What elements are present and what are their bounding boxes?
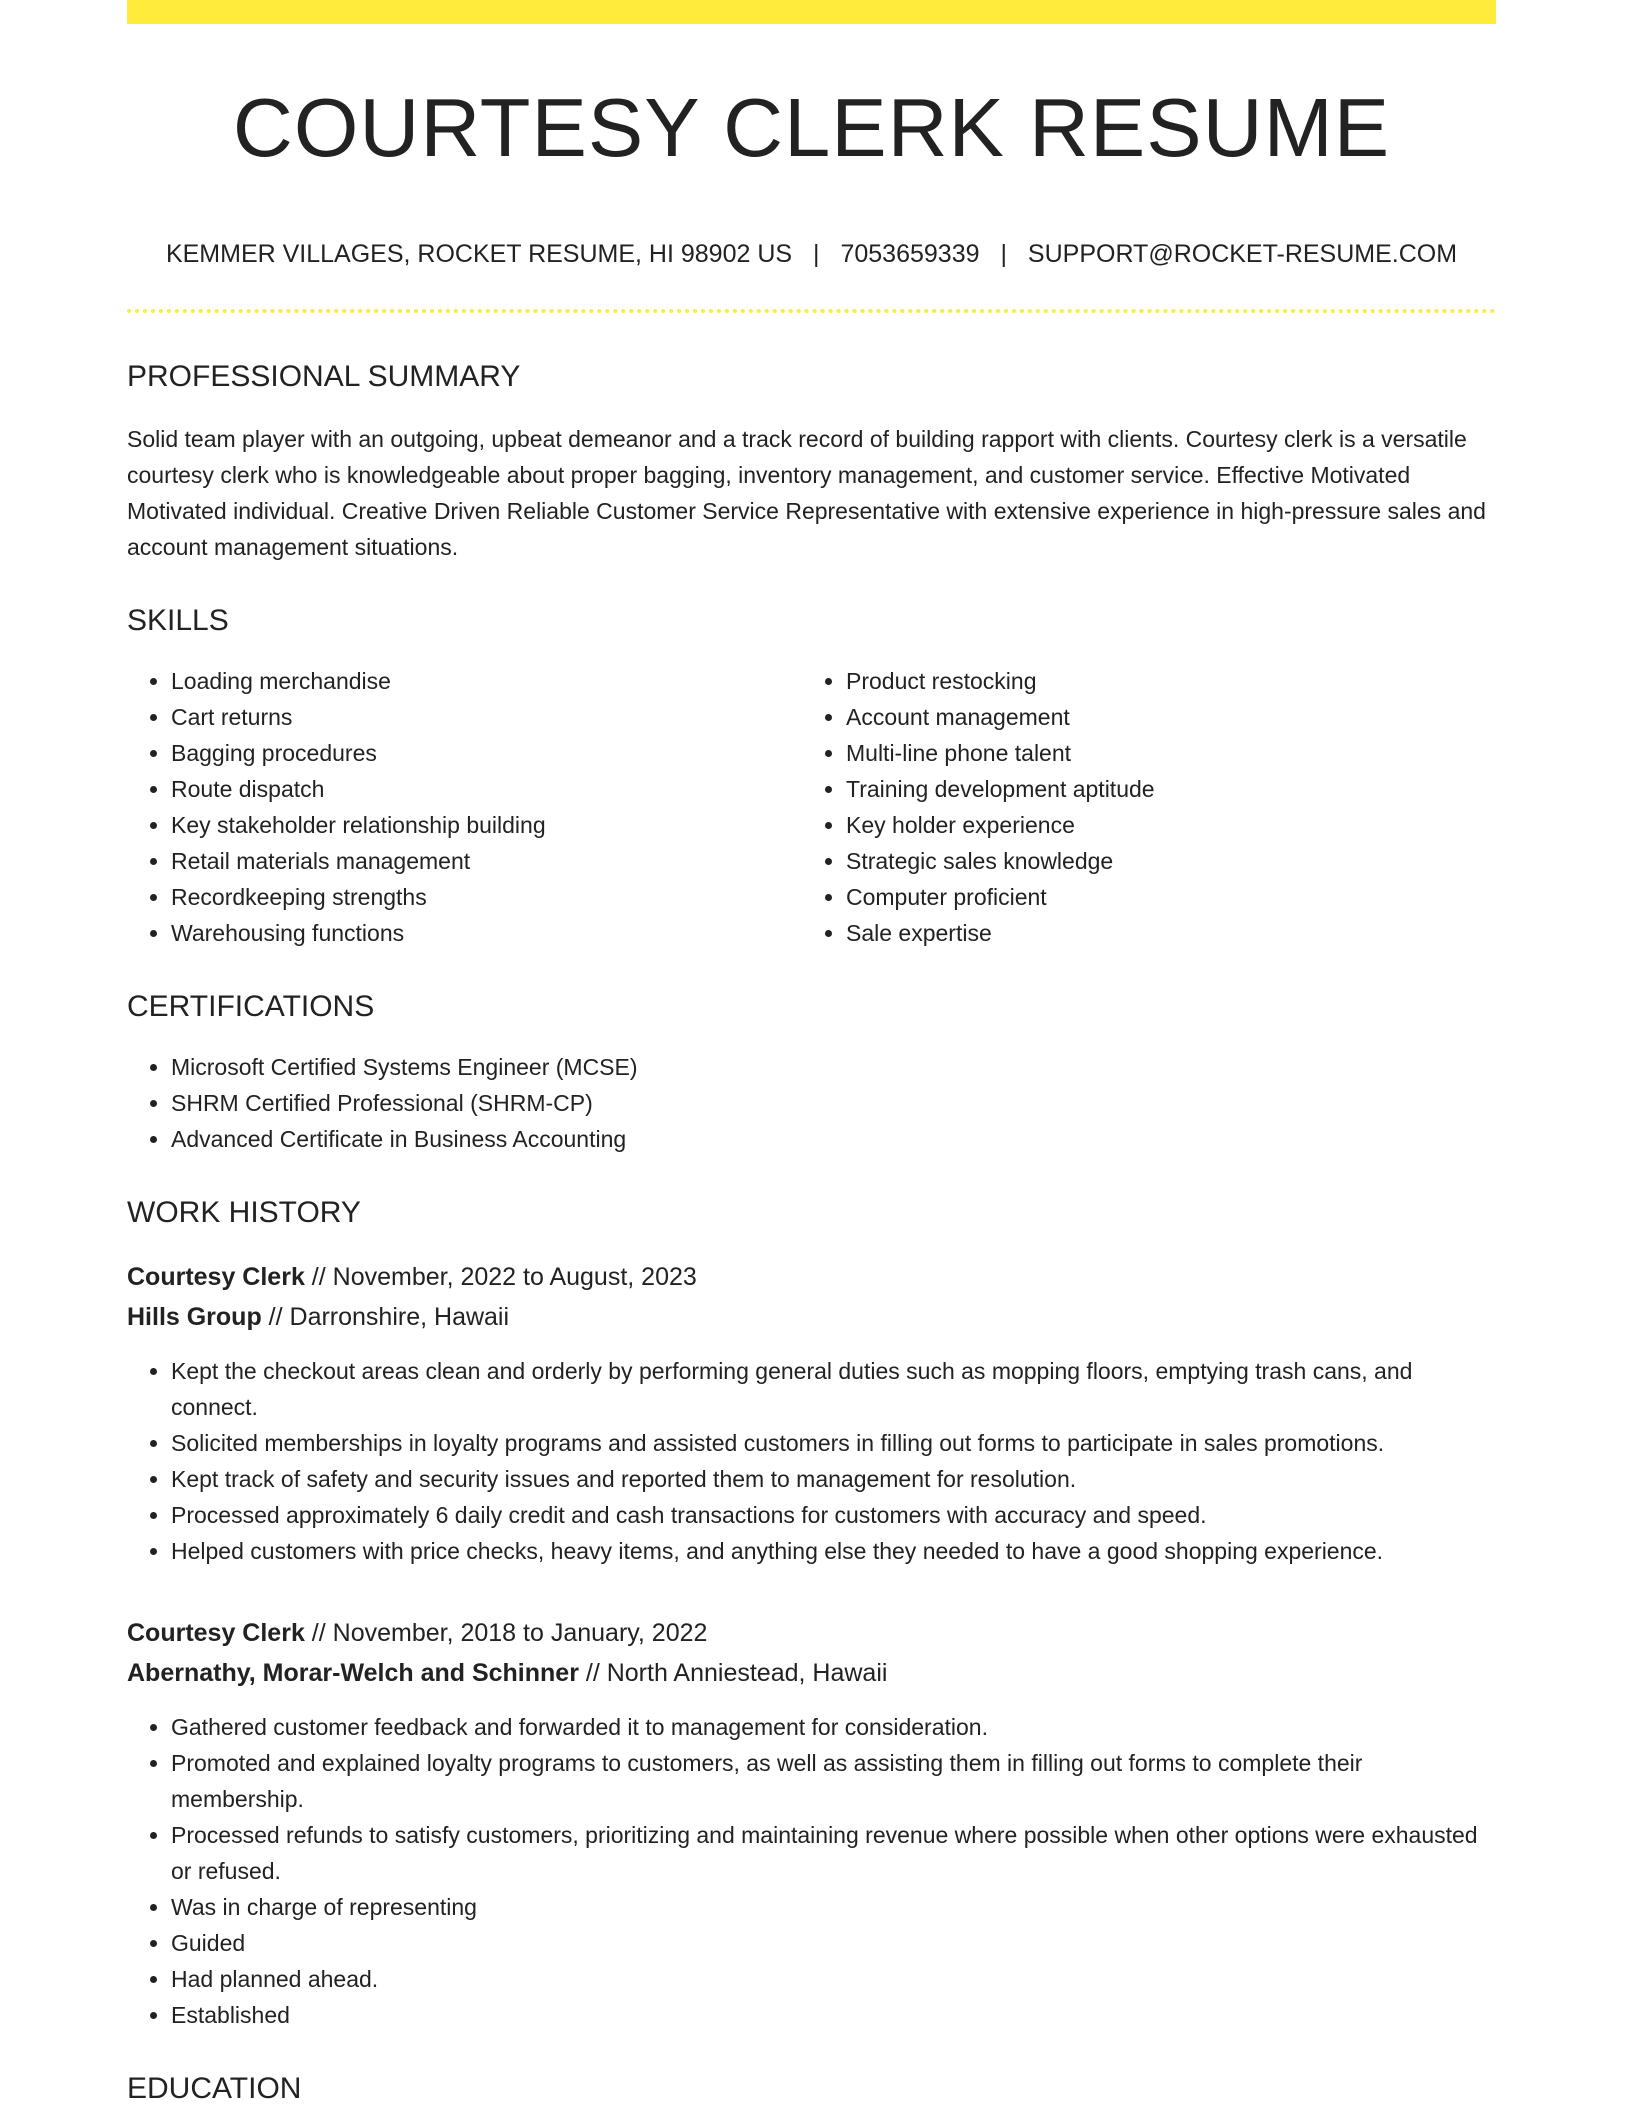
job-bullets — [127, 1709, 1496, 2033]
skills-heading: SKILLS — [127, 604, 229, 638]
skill-item: • Cart returns — [171, 699, 802, 735]
skill-item: • Strategic sales knowledge — [846, 843, 1477, 879]
job-company: Hills Group — [127, 1303, 262, 1332]
certification-item: • Advanced Certificate in Business Accounting — [171, 1121, 1496, 1157]
skill-item: • Product restocking — [846, 663, 1477, 699]
skill-item: • Bagging procedures — [171, 735, 802, 771]
job-bullets — [127, 1353, 1496, 1569]
job-bullet: • Promoted and explained loyalty programs to customers, as well as assisting them in filling out forms to complete their membership. — [171, 1745, 1496, 1817]
resume-page — [127, 0, 1496, 2107]
job-entry — [127, 1257, 1496, 1569]
skills-list-right — [802, 663, 1477, 951]
job-company-line — [127, 1297, 1496, 1337]
skill-item: • Retail materials management — [171, 843, 802, 879]
skill-item: • Training development aptitude — [846, 771, 1477, 807]
job-entry — [127, 1613, 1496, 2033]
job-bullet: • Processed approximately 6 daily credit and cash transactions for customers with accuracy and speed. — [171, 1497, 1496, 1533]
skill-item: • Warehousing functions — [171, 915, 802, 951]
work-history-heading: WORK HISTORY — [127, 1196, 361, 1230]
job-location: // Darronshire, Hawaii — [261, 1303, 510, 1332]
job-title: Courtesy Clerk — [127, 1263, 305, 1292]
job-bullet: • Kept track of safety and security issues and reported them to management for resolution. — [171, 1461, 1496, 1497]
job-dates: // November, 2018 to January, 2022 — [304, 1619, 708, 1648]
skill-item: • Account management — [846, 699, 1477, 735]
certification-item: • Microsoft Certified Systems Engineer (MCSE) — [171, 1049, 1496, 1085]
skill-item: • Loading merchandise — [171, 663, 802, 699]
contact-separator: | — [813, 240, 820, 269]
summary-text: Solid team player with an outgoing, upbeat demeanor and a track record of building rapport with clients. Courtesy clerk is a versatile courtesy clerk who is knowledgeable about proper bagging, inventory management, and customer service. Effective Motivated Motivated individual. Creative Driven Reliable Customer Service Representative with extensive experience in high-pressure sales and account management situations. — [127, 426, 1486, 561]
certifications-heading: CERTIFICATIONS — [127, 990, 375, 1024]
skills-grid — [127, 663, 1496, 951]
job-bullet: • Had planned ahead. — [171, 1961, 1496, 1997]
job-bullet: • Kept the checkout areas clean and orderly by performing general duties such as mopping floors, emptying trash cans, and connect. — [171, 1353, 1496, 1425]
job-bullet: • Was in charge of representing — [171, 1889, 1496, 1925]
contact-phone: 7053659339 — [840, 240, 980, 269]
job-title: Courtesy Clerk — [127, 1619, 305, 1648]
job-company-line — [127, 1653, 1496, 1693]
dotted-divider — [127, 309, 1496, 313]
job-bullet: • Guided — [171, 1925, 1496, 1961]
contact-address: KEMMER VILLAGES, ROCKET RESUME, HI 98902 US — [165, 240, 793, 269]
contact-email: SUPPORT@ROCKET-RESUME.COM — [1027, 240, 1458, 269]
contact-line — [127, 239, 1496, 269]
job-bullet: • Solicited memberships in loyalty programs and assisted customers in filling out forms to participate in sales promotions. — [171, 1425, 1496, 1461]
education-heading: EDUCATION — [127, 2072, 302, 2106]
job-company: Abernathy, Morar-Welch and Schinner — [127, 1659, 579, 1688]
job-bullet: • Processed refunds to satisfy customers, prioritizing and maintaining revenue where possible when other options were exhausted or refused. — [171, 1817, 1496, 1889]
contact-separator: | — [1000, 240, 1007, 269]
job-location: // North Anniestead, Hawaii — [578, 1659, 888, 1688]
certifications-list — [127, 1049, 1496, 1157]
skill-item: • Key holder experience — [846, 807, 1477, 843]
job-dates: // November, 2022 to August, 2023 — [304, 1263, 697, 1292]
skill-item: • Computer proficient — [846, 879, 1477, 915]
job-bullet: • Helped customers with price checks, heavy items, and anything else they needed to have a good shopping experience. — [171, 1533, 1496, 1569]
job-title-line — [127, 1257, 1496, 1297]
skills-list-left — [127, 663, 802, 951]
resume-title: COURTESY CLERK RESUME — [232, 81, 1391, 174]
skill-item: • Multi-line phone talent — [846, 735, 1477, 771]
skill-item: • Key stakeholder relationship building — [171, 807, 802, 843]
job-bullet: • Established — [171, 1997, 1496, 2033]
summary-heading: PROFESSIONAL SUMMARY — [127, 360, 521, 394]
job-title-line — [127, 1613, 1496, 1653]
job-bullet: • Gathered customer feedback and forwarded it to management for consideration. — [171, 1709, 1496, 1745]
skill-item: • Sale expertise — [846, 915, 1477, 951]
accent-top-bar — [127, 0, 1496, 24]
certification-item: • SHRM Certified Professional (SHRM-CP) — [171, 1085, 1496, 1121]
skill-item: • Recordkeeping strengths — [171, 879, 802, 915]
skill-item: • Route dispatch — [171, 771, 802, 807]
